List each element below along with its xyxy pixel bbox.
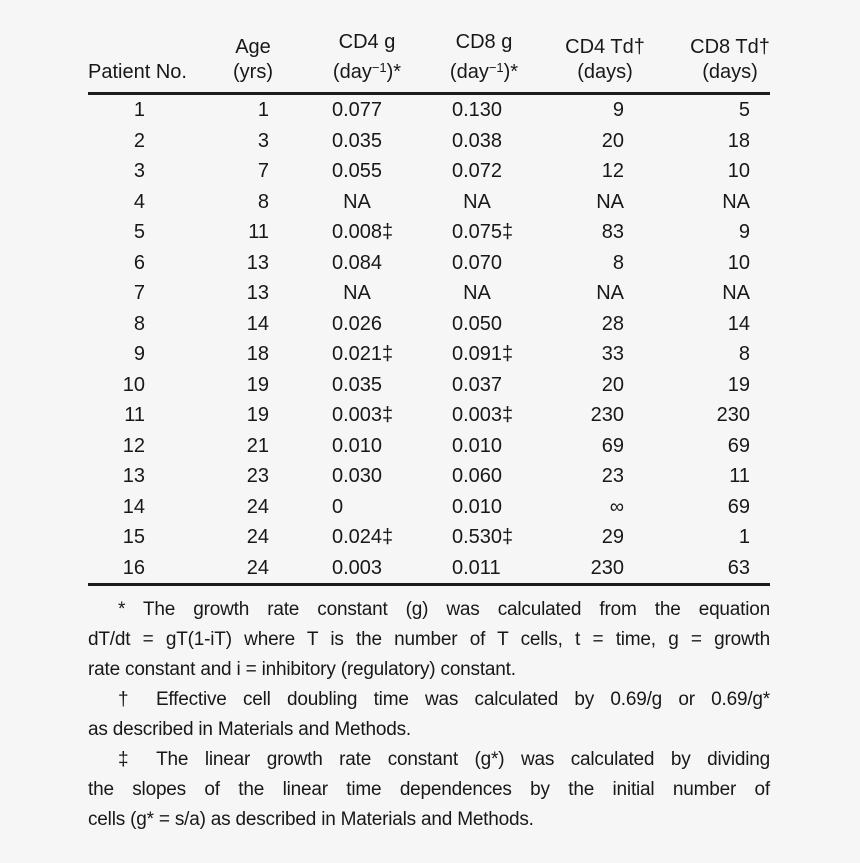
cell-cd8g (400, 522, 522, 553)
cell-cd8td: 11 (729, 465, 750, 487)
cell-age: 19 (246, 404, 269, 426)
growth-rate-value: 0.530‡ (452, 526, 514, 548)
footnote-line: rate constant and i = inhibitory (regulatory) constant. (88, 659, 516, 680)
growth-rate-value: 0.084 (332, 251, 383, 274)
footnote-paragraph (88, 745, 770, 835)
col-header-line2: (yrs) (233, 61, 273, 83)
cell-cd4g (270, 217, 400, 248)
cell-age: 13 (246, 251, 269, 274)
cell-age: 8 (257, 190, 269, 213)
growth-rate-value: 0.024‡ (332, 526, 394, 548)
cell-patient: 8 (133, 312, 145, 335)
cell-patient: 10 (122, 373, 145, 396)
growth-rate-value: NA (463, 282, 491, 304)
cell-cd8g (400, 492, 522, 523)
cell-patient: 16 (122, 556, 145, 579)
cell-age: 11 (248, 221, 269, 243)
growth-rate-value: 0.072 (452, 160, 503, 182)
cell-cd4g (270, 522, 400, 553)
footnote-line: cells (g* = s/a) as described in Materials and Methods. (88, 809, 534, 830)
cell-cd8td: 69 (727, 434, 750, 457)
growth-rate-value: 0.021‡ (332, 343, 394, 365)
growth-rate-value: 0.037 (452, 373, 503, 396)
cell-cd8td: NA (722, 282, 750, 304)
footnote-line: as described in Materials and Methods. (88, 719, 411, 740)
footnote-line: ‡ The linear growth rate constant (g*) was calculated by dividing (118, 749, 770, 770)
cell-cd8g (400, 370, 522, 401)
cell-patient: 9 (133, 343, 145, 365)
unit-text: (day (449, 61, 489, 83)
growth-rate-value: NA (343, 282, 371, 304)
cell-cd8g (400, 431, 522, 462)
col-header-line2: (days) (702, 61, 758, 83)
cell-cd8td: NA (722, 190, 750, 213)
cell-cd4g (270, 461, 400, 492)
cell-patient: 7 (133, 282, 145, 304)
cell-cd8td: 8 (738, 343, 750, 365)
footnote-line: the slopes of the linear time dependences by the initial number of (88, 779, 770, 800)
cell-patient: 1 (133, 99, 145, 121)
col-header-cd4g (302, 30, 432, 85)
cell-age: 13 (246, 282, 269, 304)
table-header-row (88, 30, 770, 95)
cell-cd8td: 14 (727, 312, 750, 335)
col-header-cd4td (550, 35, 660, 85)
growth-rate-value: 0.070 (452, 251, 503, 274)
cell-cd4g (270, 156, 400, 187)
cell-cd8g (400, 126, 522, 157)
cell-cd8g (400, 187, 522, 218)
cell-cd4g (270, 95, 400, 126)
cell-cd8td: 5 (738, 99, 750, 121)
unit-superscript: −1 (371, 60, 387, 75)
cell-cd8td: 19 (727, 373, 750, 396)
growth-rate-value: 0.091‡ (452, 343, 514, 365)
unit-text: )* (386, 61, 402, 83)
col-header-line1: CD8 g (455, 31, 513, 53)
cell-patient: 12 (122, 434, 145, 457)
cell-cd4td: 29 (601, 526, 624, 548)
cell-cd4g (270, 309, 400, 340)
cell-cd8g (400, 217, 522, 248)
cell-cd4g (270, 553, 400, 584)
cell-cd8g (400, 156, 522, 187)
col-header-cd8g (423, 30, 545, 85)
growth-rate-value: NA (463, 190, 491, 213)
unit-text: (day (332, 61, 372, 83)
cell-cd8td: 18 (727, 129, 750, 152)
col-header-line1: CD8 Td† (690, 36, 770, 58)
growth-rate-value: 0.050 (452, 312, 503, 335)
cell-age: 1 (257, 99, 269, 121)
unit-superscript: −1 (488, 60, 504, 75)
cell-patient: 13 (122, 465, 145, 487)
col-header-unit (302, 55, 432, 85)
cell-cd8g (400, 553, 522, 584)
cell-patient: 6 (133, 251, 145, 274)
cell-cd4td: 69 (601, 434, 624, 457)
cell-cd4td: 28 (601, 312, 624, 335)
cell-cd8g (400, 248, 522, 279)
cell-cd8g (400, 461, 522, 492)
col-header-cd8td (661, 35, 799, 85)
cell-age: 24 (246, 495, 269, 518)
cell-cd4g (270, 431, 400, 462)
cell-age: 7 (257, 160, 269, 182)
cell-cd4td: 20 (601, 129, 624, 152)
growth-rate-value: 0.010 (332, 434, 383, 457)
cell-cd4td: 83 (601, 221, 624, 243)
cell-cd4g (270, 492, 400, 523)
unit-text: )* (503, 61, 519, 83)
cell-cd4td: 33 (601, 343, 624, 365)
cell-cd4td: 8 (612, 251, 624, 274)
cell-cd4td: NA (596, 282, 624, 304)
cell-cd4td: NA (596, 190, 624, 213)
cell-age: 19 (246, 373, 269, 396)
growth-rate-value: 0.035 (332, 129, 383, 152)
col-header-line1: Age (235, 36, 271, 58)
cell-age: 24 (246, 556, 269, 579)
cell-cd4td: 12 (601, 160, 624, 182)
cell-patient: 3 (133, 160, 145, 182)
growth-rate-value: 0.010 (452, 495, 503, 518)
cell-age: 3 (257, 129, 269, 152)
cell-cd4td: ∞ (609, 495, 624, 518)
growth-rate-value: 0.077 (332, 99, 383, 121)
growth-rate-value: 0.038 (452, 129, 503, 152)
footnote-line: † Effective cell doubling time was calculated by 0.69/g or 0.69/g* (118, 689, 770, 710)
cell-patient: 15 (122, 526, 145, 548)
cell-age: 21 (246, 434, 269, 457)
col-header-line1: CD4 g (338, 31, 396, 53)
col-header-age (193, 35, 313, 85)
cell-cd8td: 69 (727, 495, 750, 518)
growth-rate-value: 0.008‡ (332, 221, 394, 243)
cell-patient: 14 (122, 495, 145, 518)
cell-cd4g (270, 278, 400, 309)
table-body (88, 95, 770, 586)
cell-cd4td: 230 (590, 404, 624, 426)
col-header-unit (423, 55, 545, 85)
cell-age: 23 (246, 465, 269, 487)
growth-rate-value: 0.010 (452, 434, 503, 457)
growth-rate-value: 0.055 (332, 160, 383, 182)
cell-cd8g (400, 339, 522, 370)
footnote-paragraph (88, 595, 770, 685)
cell-patient: 11 (124, 404, 145, 426)
cell-age: 24 (246, 526, 269, 548)
footnotes (88, 595, 770, 835)
cell-patient: 4 (133, 190, 145, 213)
cell-cd8g (400, 400, 522, 431)
cell-cd8td: 230 (716, 404, 750, 426)
growth-rate-value: 0.026 (332, 312, 383, 335)
footnote-line: dT/dt = gT(1-iT) where T is the number of T cells, t = time, g = growth (88, 629, 770, 650)
cell-cd4g (270, 370, 400, 401)
cell-cd4td: 20 (601, 373, 624, 396)
cell-age: 14 (246, 312, 269, 335)
cell-cd8td: 10 (727, 160, 750, 182)
cell-cd4g (270, 400, 400, 431)
cell-age: 18 (246, 343, 269, 365)
growth-rate-value: 0.003‡ (332, 404, 394, 426)
table-block (88, 30, 770, 835)
growth-rate-value: 0.003 (332, 556, 383, 579)
col-header-line2: (days) (577, 61, 633, 83)
cell-cd4td: 9 (612, 99, 624, 121)
col-header-patient (88, 60, 187, 85)
cell-cd8g (400, 309, 522, 340)
cell-patient: 2 (133, 129, 145, 152)
cell-patient: 5 (133, 221, 145, 243)
cell-cd4td: 230 (590, 556, 624, 579)
cell-cd8td: 10 (727, 251, 750, 274)
cell-cd8td: 63 (727, 556, 750, 579)
cell-cd4g (270, 339, 400, 370)
growth-rate-value: 0.011 (452, 556, 501, 579)
growth-rate-value: 0.003‡ (452, 404, 514, 426)
cell-cd4g (270, 126, 400, 157)
col-header-line2: Patient No. (88, 61, 187, 83)
growth-rate-value: 0.130 (452, 99, 503, 121)
growth-rate-value: 0.035 (332, 373, 383, 396)
footnote-line: * The growth rate constant (g) was calculated from the equation (118, 599, 770, 620)
cell-cd8td: 9 (738, 221, 750, 243)
cell-cd4td: 23 (601, 465, 624, 487)
growth-rate-value: 0 (332, 495, 344, 518)
cell-cd4g (270, 248, 400, 279)
col-header-line1: CD4 Td† (565, 36, 645, 58)
growth-rate-value: 0.075‡ (452, 221, 514, 243)
cell-cd4g (270, 187, 400, 218)
growth-rate-value: 0.030 (332, 465, 383, 487)
cell-cd8g (400, 95, 522, 126)
growth-rate-value: NA (343, 190, 371, 213)
growth-rate-value: 0.060 (452, 465, 503, 487)
cell-cd8td: 1 (738, 526, 750, 548)
cell-cd8g (400, 278, 522, 309)
footnote-paragraph (88, 685, 770, 745)
